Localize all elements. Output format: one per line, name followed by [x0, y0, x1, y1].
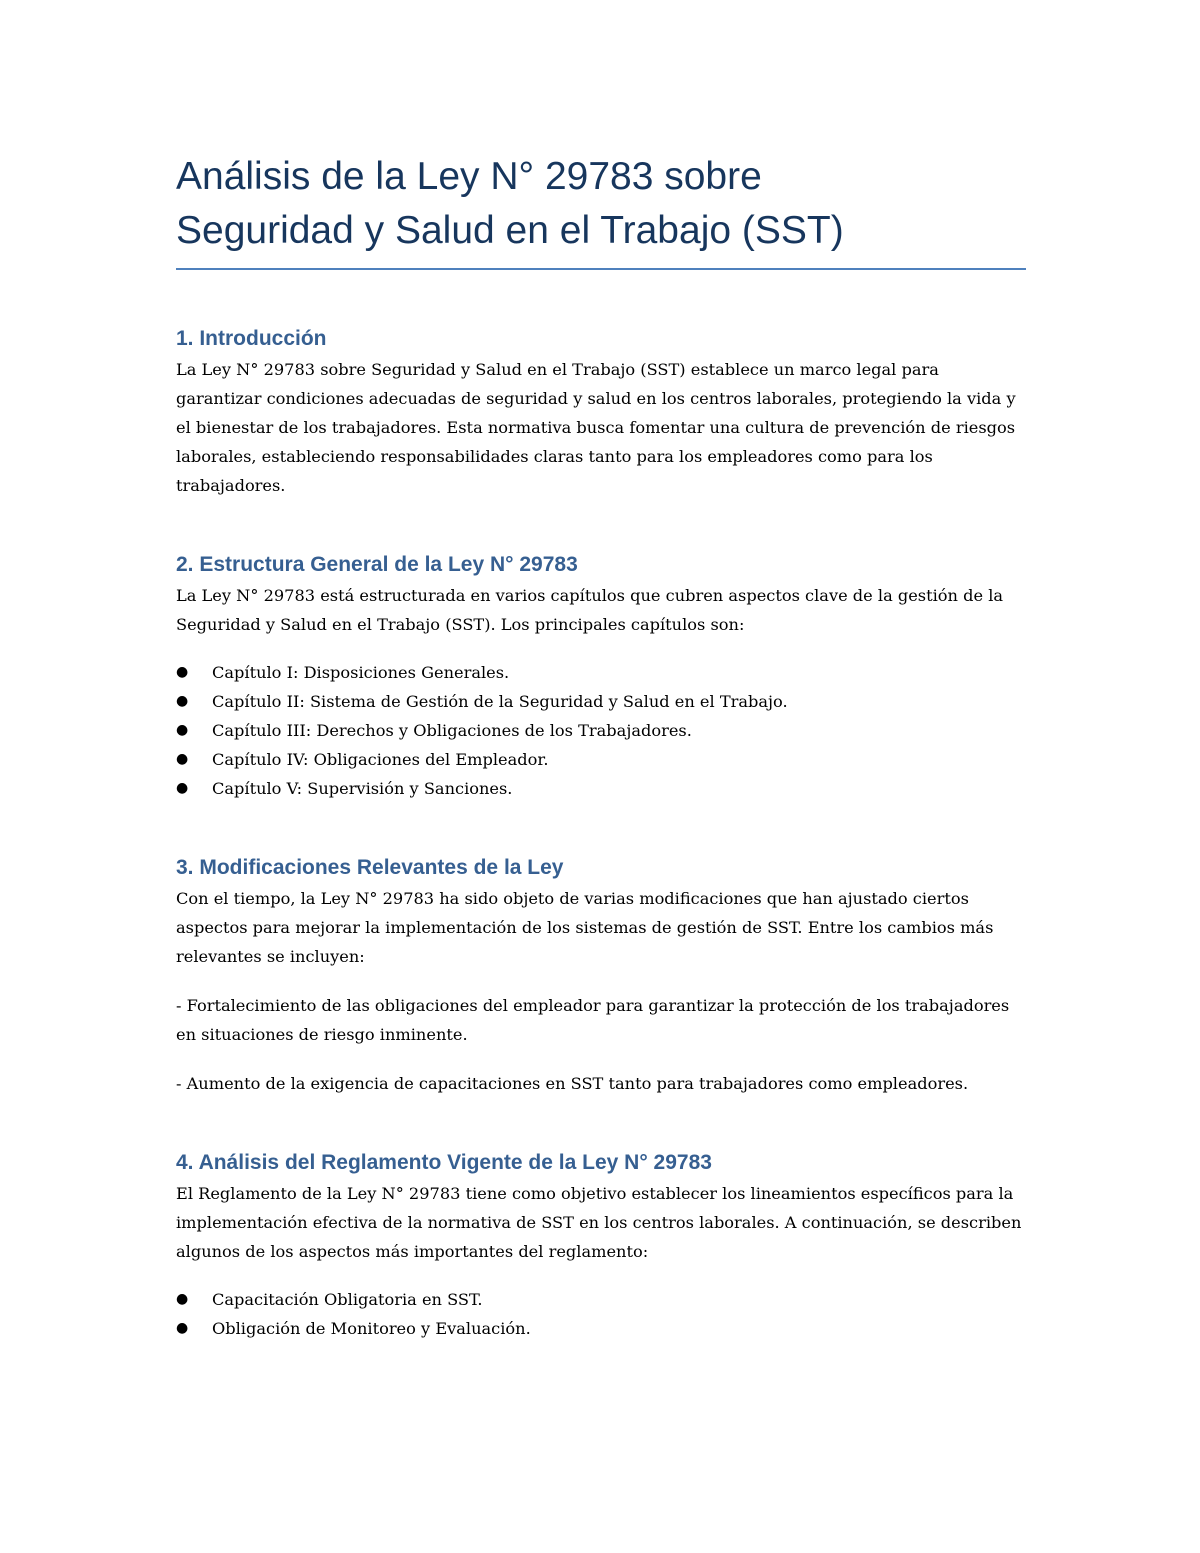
- list-item-text: Capacitación Obligatoria en SST.: [212, 1290, 483, 1309]
- section-paragraph: Con el tiempo, la Ley N° 29783 ha sido objeto de varias modificaciones que han ajustado ciertos aspectos para mejorar la implementación de los sistemas de gestión de SST. Entre los cambios más relevantes se incluyen:: [176, 889, 994, 966]
- list-item: [176, 1285, 1026, 1314]
- document-title-line-2: Seguridad y Salud en el Trabajo (SST): [176, 209, 844, 252]
- list-item: [176, 687, 1026, 716]
- bullet-icon: ●: [176, 693, 189, 709]
- section-paragraph: El Reglamento de la Ley N° 29783 tiene como objetivo establecer los lineamientos específicos para la implementación efectiva de la normativa de SST en los centros laborales. A continuación, se describen algunos de los aspectos más importantes del reglamento:: [176, 1184, 1022, 1261]
- list-item-text: Obligación de Monitoreo y Evaluación.: [212, 1319, 531, 1338]
- section-paragraph: - Fortalecimiento de las obligaciones del empleador para garantizar la protección de los trabajadores en situaciones de riesgo inminente.: [176, 996, 1010, 1044]
- section-paragraph: La Ley N° 29783 sobre Seguridad y Salud en el Trabajo (SST) establece un marco legal para garantizar condiciones adecuadas de seguridad y salud en los centros laborales, protegiendo la vida y el bienestar de los trabajadores. Esta normativa busca fomentar una cultura de prevención de riesgos laborales, estableciendo responsabilidades claras tanto para los empleadores como para los trabajadores.: [176, 360, 1016, 495]
- section-heading: 2. Estructura General de la Ley N° 29783: [176, 553, 578, 576]
- section-introduccion: [176, 324, 1026, 500]
- chapter-list: [176, 658, 1026, 803]
- list-item: [176, 716, 1026, 745]
- bullet-icon: ●: [176, 722, 189, 738]
- bullet-icon: ●: [176, 751, 189, 767]
- list-item-text: Capítulo III: Derechos y Obligaciones de los Trabajadores.: [212, 721, 692, 740]
- section-paragraph: La Ley N° 29783 está estructurada en varios capítulos que cubren aspectos clave de la gestión de la Seguridad y Salud en el Trabajo (SST). Los principales capítulos son:: [176, 586, 1004, 634]
- list-item-text: Capítulo II: Sistema de Gestión de la Seguridad y Salud en el Trabajo.: [212, 692, 788, 711]
- list-item: [176, 745, 1026, 774]
- reglamento-list: [176, 1285, 1026, 1343]
- section-heading: 3. Modificaciones Relevantes de la Ley: [176, 856, 564, 879]
- document-page: [176, 150, 1026, 1343]
- section-estructura-general: [176, 550, 1026, 803]
- list-item: [176, 1314, 1026, 1343]
- document-title-line-1: Análisis de la Ley N° 29783 sobre: [176, 155, 762, 198]
- bullet-icon: ●: [176, 664, 189, 680]
- bullet-icon: ●: [176, 780, 189, 796]
- section-heading: 4. Análisis del Reglamento Vigente de la Ley N° 29783: [176, 1151, 712, 1174]
- bullet-icon: ●: [176, 1291, 189, 1307]
- section-reglamento: [176, 1148, 1026, 1343]
- list-item-text: Capítulo I: Disposiciones Generales.: [212, 663, 510, 682]
- list-item: [176, 774, 1026, 803]
- list-item: [176, 658, 1026, 687]
- section-modificaciones: [176, 853, 1026, 1098]
- section-heading: 1. Introducción: [176, 327, 327, 350]
- document-title: [176, 150, 1026, 270]
- list-item-text: Capítulo IV: Obligaciones del Empleador.: [212, 750, 549, 769]
- bullet-icon: ●: [176, 1320, 189, 1336]
- list-item-text: Capítulo V: Supervisión y Sanciones.: [212, 779, 513, 798]
- section-paragraph: - Aumento de la exigencia de capacitaciones en SST tanto para trabajadores como empleadores.: [176, 1074, 969, 1093]
